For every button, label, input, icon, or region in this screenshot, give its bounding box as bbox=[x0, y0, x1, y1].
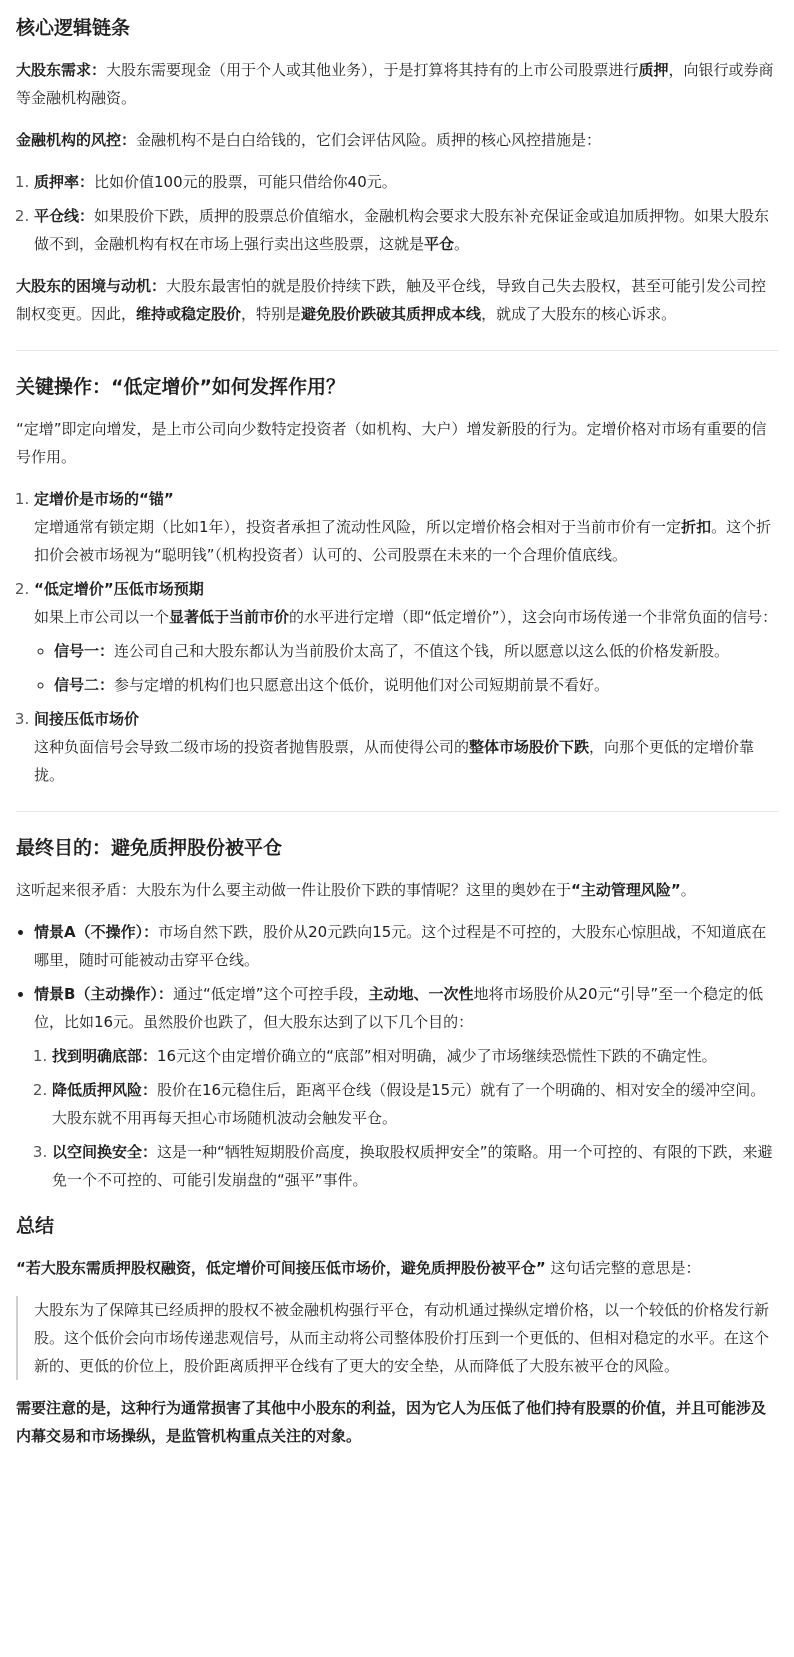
paragraph-paradox bbox=[16, 876, 778, 904]
bold: 折扣 bbox=[681, 518, 712, 536]
text: 16元这个由定增价确立的“底部”相对明确，减少了市场继续恐慌性下跌的不确定性。 bbox=[157, 1047, 717, 1065]
list-item-anchor bbox=[34, 485, 778, 569]
label: 情景A（不操作）： bbox=[34, 923, 159, 941]
bold: 整体市场股价下跌 bbox=[469, 738, 590, 756]
placement-list bbox=[16, 485, 778, 789]
list-item-body bbox=[34, 603, 778, 631]
paragraph-placement-intro: “定增”即定向增发，是上市公司向少数特定投资者（如机构、大户）增发新股的行为。定增价格对市场有重要的信号作用。 bbox=[16, 420, 767, 466]
bold-quote: “若大股东需质押股权融资，低定增价可间接压低市场价，避免质押股份被平仓” bbox=[16, 1259, 546, 1277]
text: 这句话完整的意思是： bbox=[550, 1259, 701, 1277]
scenario-a bbox=[34, 918, 778, 974]
paragraph-risk-control bbox=[16, 126, 778, 154]
text: ，向银行或券商等金融机构融资。 bbox=[16, 61, 774, 107]
bold-pledge: 质押 bbox=[638, 61, 669, 79]
signal-list bbox=[34, 637, 778, 699]
scenario-list bbox=[16, 918, 778, 1194]
list-item-title: 1. 定增价是市场的“锚” bbox=[34, 490, 174, 508]
bold-liquidation: 平仓 bbox=[424, 235, 455, 253]
bold: 维持或稳定股价 bbox=[136, 305, 242, 323]
summary-blockquote bbox=[16, 1296, 778, 1380]
bold: “主动管理风险” bbox=[571, 881, 681, 899]
list-item-title: 3. 间接压低市场价 bbox=[34, 710, 140, 728]
text: 市场自然下跌，股价从20元跌向15元。这个过程是不可控的，大股东心惊胆战，不知道底在哪里，随时可能被动击穿平仓线。 bbox=[34, 923, 767, 969]
paragraph-warning: 需要注意的是，这种行为通常损害了其他中小股东的利益，因为它人为压低了他们持有股票的价值，并且可能涉及内幕交易和市场操纵，是监管机构重点关注的对象。 bbox=[16, 1399, 767, 1445]
signal-item-1 bbox=[54, 637, 778, 665]
section-title-final-goal: 最终目的：避免质押股份被平仓 bbox=[16, 837, 283, 859]
text: 这听起来很矛盾：大股东为什么要主动做一件让股价下跌的事情呢？这里的奥妙在于 bbox=[16, 881, 572, 899]
bold: 显著低于当前市价 bbox=[169, 608, 290, 626]
text: ，特别是 bbox=[241, 305, 302, 323]
signal-item-2 bbox=[54, 671, 778, 699]
text: 通过“低定增”这个可控手段， bbox=[172, 985, 369, 1003]
list-item-body bbox=[34, 513, 778, 569]
divider bbox=[16, 350, 778, 351]
text: 大股东需要现金（用于个人或其他业务），于是打算将其持有的上市公司股票进行 bbox=[106, 61, 639, 79]
text: 这是一种“牺牲短期股价高度，换取股权质押安全”的策略。用一个可控的、有限的下跌，来避免一个不可控的、可能引发崩盘的“强平”事件。 bbox=[52, 1143, 773, 1189]
scenario-b bbox=[34, 980, 778, 1194]
list-item-pledge-rate bbox=[34, 168, 778, 196]
goal-item-3 bbox=[52, 1138, 778, 1194]
goal-item-1 bbox=[52, 1042, 778, 1070]
label: 以空间换安全： bbox=[52, 1143, 158, 1161]
divider bbox=[16, 811, 778, 812]
text: ，向那个更低的定增价靠拢。 bbox=[34, 738, 755, 784]
text: ，就成了大股东的核心诉求。 bbox=[481, 305, 677, 323]
paragraph-dilemma bbox=[16, 272, 778, 328]
bold: 避免股价跌破其质押成本线 bbox=[301, 305, 482, 323]
list-item-indirect bbox=[34, 705, 778, 789]
bold: 主动地、一次性 bbox=[368, 985, 474, 1003]
label-risk-control: 金融机构的风控： bbox=[16, 131, 137, 149]
label: 找到明确底部： bbox=[52, 1047, 158, 1065]
label: 信号一： bbox=[54, 642, 115, 660]
label: 平仓线： bbox=[34, 207, 95, 225]
text: 大股东最害怕的就是股价持续下跌，触及平仓线，导致自己失去股权，甚至可能引发公司控制权变更。因此， bbox=[16, 277, 767, 323]
list-item-title: 2. “低定增价”压低市场预期 bbox=[34, 580, 204, 598]
text: 。这个折扣价会被市场视为“聪明钱”（机构投资者）认可的、公司股票在未来的一个合理价值底线。 bbox=[34, 518, 772, 564]
paragraph-quote-intro bbox=[16, 1254, 778, 1282]
goal-item-2 bbox=[52, 1076, 778, 1132]
text: 比如价值100元的股票，可能只借给你40元。 bbox=[94, 173, 397, 191]
list-item-liquidation-line bbox=[34, 202, 778, 258]
list-item-body bbox=[34, 733, 778, 789]
blockquote-text: 大股东为了保障其已经质押的股权不被金融机构强行平仓，有动机通过操纵定增价格，以一个较低的价格发行新股。这个低价会向市场传递悲观信号，从而主动将公司整体股价打压到一个更低的、但相对稳定的水平。在这个新的、更低的价位上，股价距离质押平仓线有了更大的安全垫，从而降低了大股东被平仓的风险。 bbox=[34, 1301, 770, 1375]
text: 定增通常有锁定期（比如1年），投资者承担了流动性风险，所以定增价格会相对于当前市价有一定 bbox=[34, 518, 682, 536]
text: 金融机构不是白白给钱的，它们会评估风险。质押的核心风控措施是： bbox=[136, 131, 602, 149]
text: 的水平进行定增（即“低定增价”），这会向市场传递一个非常负面的信号： bbox=[289, 608, 778, 626]
risk-control-list bbox=[16, 168, 778, 258]
section-title-core-logic: 核心逻辑链条 bbox=[16, 17, 131, 39]
text: 连公司自己和大股东都认为当前股价太高了，不值这个钱，所以愿意以这么低的价格发新股。 bbox=[114, 642, 730, 660]
label-dilemma: 大股东的困境与动机： bbox=[16, 277, 167, 295]
section-title-summary: 总结 bbox=[16, 1215, 55, 1237]
text: 如果股价下跌，质押的股票总价值缩水，金融机构会要求大股东补充保证金或追加质押物。如果大股东做不到，金融机构有权在市场上强行卖出这些股票，这就是 bbox=[34, 207, 770, 253]
text: 这种负面信号会导致二级市场的投资者抛售股票，从而使得公司的 bbox=[34, 738, 470, 756]
text: 股价在16元稳住后，距离平仓线（假设是15元）就有了一个明确的、相对安全的缓冲空间。大股东就不用再每天担心市场随机波动会触发平仓。 bbox=[52, 1081, 766, 1127]
text: 。 bbox=[680, 881, 696, 899]
text: 地将市场股价从20元“引导”至一个稳定的低位，比如16元。虽然股价也跌了，但大股东达到了以下几个目的： bbox=[34, 985, 764, 1031]
text: 参与定增的机构们也只愿意出这个低价，说明他们对公司短期前景不看好。 bbox=[114, 676, 610, 694]
label: 情景B（主动操作）： bbox=[34, 985, 173, 1003]
label: 信号二： bbox=[54, 676, 115, 694]
list-item-low-price bbox=[34, 575, 778, 699]
text: 。 bbox=[454, 235, 470, 253]
section-title-key-operation: 关键操作：“低定增价”如何发挥作用？ bbox=[16, 376, 345, 398]
label: 降低质押风险： bbox=[52, 1081, 158, 1099]
text: 如果上市公司以一个 bbox=[34, 608, 170, 626]
label-shareholder-need: 大股东需求： bbox=[16, 61, 107, 79]
label: 质押率： bbox=[34, 173, 95, 191]
goal-list bbox=[34, 1042, 778, 1194]
paragraph-shareholder-need bbox=[16, 56, 778, 112]
